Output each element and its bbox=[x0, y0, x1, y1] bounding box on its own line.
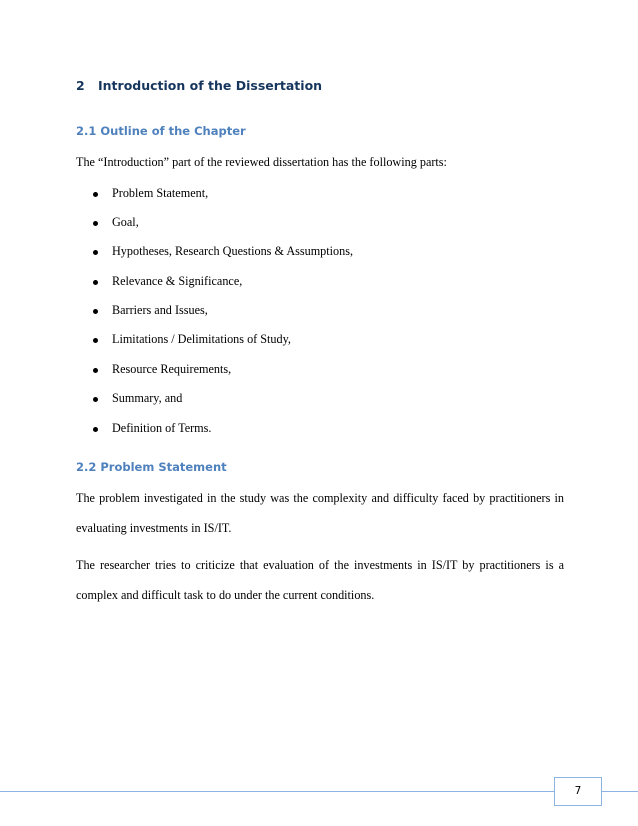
bullet-icon bbox=[93, 192, 98, 197]
chapter-heading bbox=[76, 78, 322, 93]
list-item-text: Relevance & Significance, bbox=[112, 274, 243, 288]
list-item-text: Summary, and bbox=[112, 391, 183, 405]
list-item-text: Hypotheses, Research Questions & Assumptions, bbox=[112, 244, 354, 258]
list-item-text: Barriers and Issues, bbox=[112, 303, 208, 317]
chapter-number: 2 bbox=[76, 78, 85, 93]
list-item-text: Problem Statement, bbox=[112, 186, 209, 200]
bullet-icon bbox=[93, 427, 98, 432]
bullet-icon bbox=[93, 250, 98, 255]
list-item-text: Goal, bbox=[112, 215, 139, 229]
bullet-icon bbox=[93, 309, 98, 314]
bullet-icon bbox=[93, 221, 98, 226]
problem-paragraph-1: The problem investigated in the study was the complexity and difficulty faced by practitioners in evaluating investments in IS/IT. bbox=[76, 491, 564, 535]
outline-intro-text: The “Introduction” part of the reviewed dissertation has the following parts: bbox=[76, 155, 447, 169]
list-item-text: Definition of Terms. bbox=[112, 421, 212, 435]
bullet-icon bbox=[93, 280, 98, 285]
footer-rule bbox=[0, 791, 638, 792]
bullet-icon bbox=[93, 338, 98, 343]
list-item-text: Resource Requirements, bbox=[112, 362, 232, 376]
page-number: 7 bbox=[554, 777, 602, 806]
list-item-text: Limitations / Delimitations of Study, bbox=[112, 332, 291, 346]
bullet-icon bbox=[93, 368, 98, 373]
chapter-title: Introduction of the Dissertation bbox=[98, 78, 323, 93]
bullet-icon bbox=[93, 397, 98, 402]
section-heading-outline: 2.1 Outline of the Chapter bbox=[76, 124, 246, 138]
section-heading-problem: 2.2 Problem Statement bbox=[76, 460, 227, 474]
problem-paragraph-2: The researcher tries to criticize that evaluation of the investments in IS/IT by practitioners is a complex and difficult task to do under the current conditions. bbox=[76, 558, 564, 602]
